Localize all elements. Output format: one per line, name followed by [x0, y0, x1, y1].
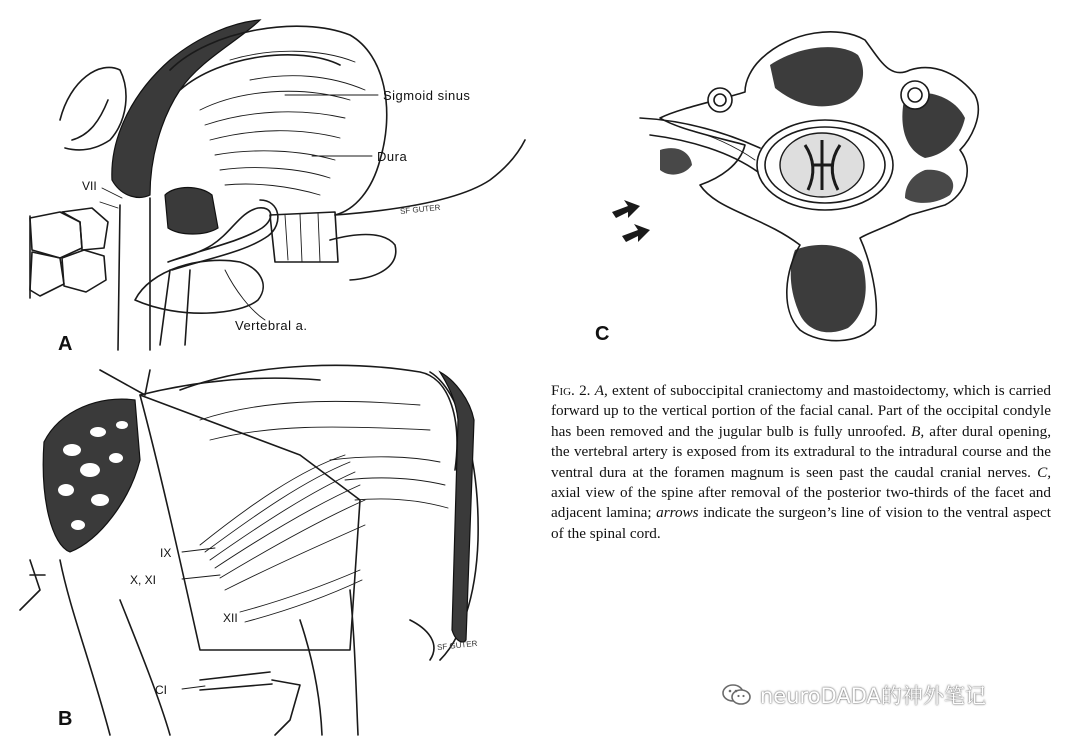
- label-sigmoid-sinus: Sigmoid sinus: [383, 88, 471, 103]
- label-dura: Dura: [377, 149, 408, 164]
- caption-end-text: indicate the surgeon’s line of vision to the ventral aspect of the spinal cord.: [551, 504, 1052, 542]
- line-of-vision-arrows: [612, 200, 650, 242]
- panel-a-letter: A: [58, 333, 73, 355]
- label-ix: IX: [160, 546, 172, 560]
- signature-b: SF GUTER: [436, 638, 478, 653]
- label-xii: XII: [223, 611, 238, 625]
- panel-b-drawing: [20, 365, 478, 735]
- figure-caption: [551, 381, 1051, 544]
- panel-a-drawing: [30, 20, 525, 355]
- label-vertebral-a: Vertebral a.: [235, 318, 308, 333]
- label-ci: CI: [155, 683, 167, 697]
- caption-c-text: axial view of the spine after removal of the posterior two-thirds of the facet and adjacent lamina;: [551, 484, 1051, 522]
- caption-arrows-word: arrows: [656, 504, 699, 522]
- panel-c-drawing: [595, 32, 978, 345]
- caption-b-text: after dural opening, the vertebral artery is exposed from its extradural to the intradural course and the ventral dura at the foramen magnum is seen past the caudal cranial nerves.: [551, 422, 1051, 481]
- label-x-xi: X, XI: [130, 573, 157, 587]
- caption-figure-number: Fig. 2.: [551, 382, 591, 399]
- caption-a-letter: A,: [594, 382, 608, 399]
- mastoid-air-cells: [30, 208, 108, 298]
- label-vii: VII: [82, 179, 97, 193]
- caption-b-letter: B,: [911, 422, 925, 440]
- panel-c-letter: C: [595, 323, 610, 345]
- panel-b-letter: B: [58, 708, 73, 730]
- wechat-icon: [722, 683, 752, 707]
- watermark: [722, 680, 986, 710]
- signature-a: SF GUTER: [399, 202, 441, 217]
- caption-a-text: extent of suboccipital craniectomy and mastoidectomy, which is carried forward up to the vertical portion of the facial canal. Part of the occipital condyle has been removed and the jugular bulb is fully unroofed.: [551, 382, 1052, 440]
- watermark-text: neuroDADA的神外笔记: [760, 684, 986, 708]
- caption-c-letter: C,: [1037, 463, 1051, 481]
